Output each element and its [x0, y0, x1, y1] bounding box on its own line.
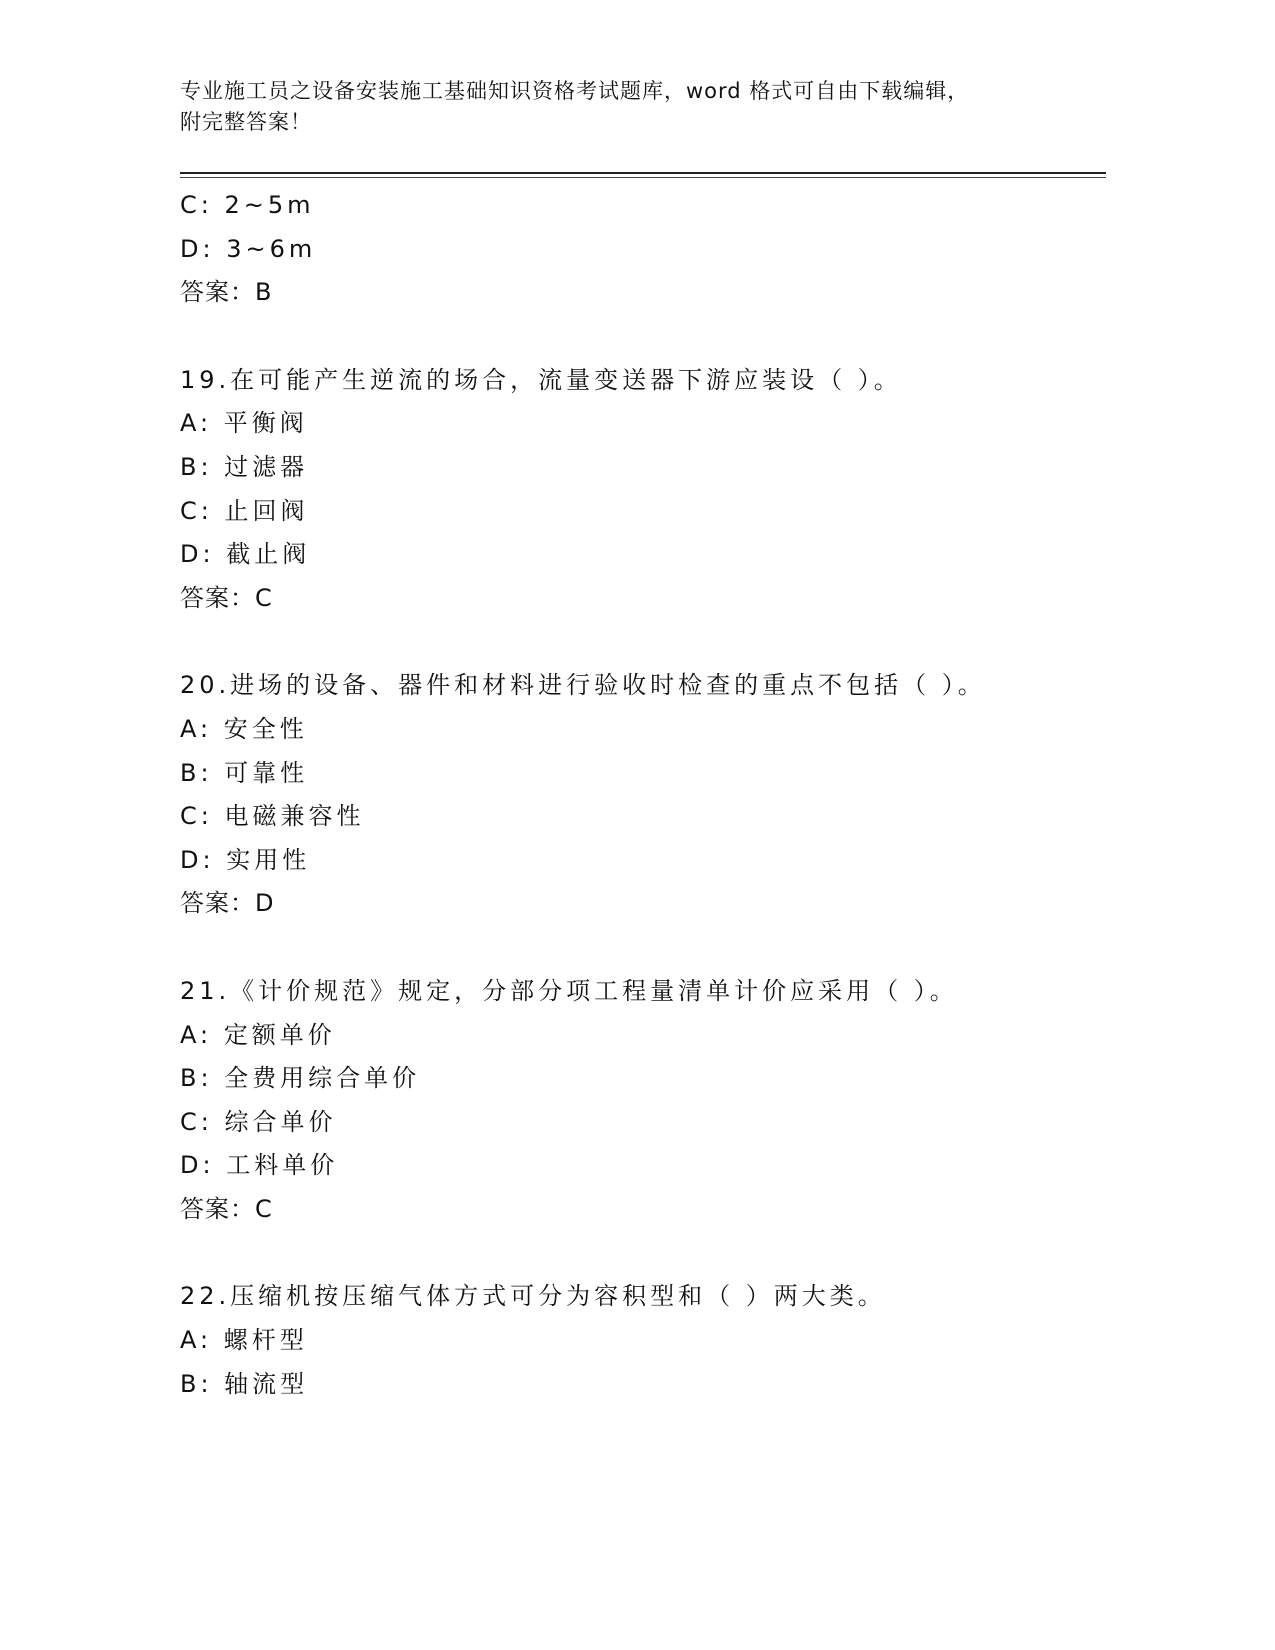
answer-key: 答案：D	[180, 889, 275, 918]
answer-option: C: 2~5m	[180, 191, 315, 219]
answer-option: A: 平衡阀	[180, 409, 308, 438]
question-text: 22.压缩机按压缩气体方式可分为容积型和（ ）两大类。	[180, 1282, 886, 1311]
answer-key: 答案：C	[180, 1194, 273, 1223]
answer-option: A: 安全性	[180, 714, 308, 743]
question-text: 19.在可能产生逆流的场合，流量变送器下游应装设（ ）。	[180, 365, 902, 394]
answer-option: D: 截止阀	[180, 540, 311, 569]
answer-option: B: 轴流型	[180, 1369, 309, 1398]
answer-option: D: 工料单价	[180, 1151, 339, 1180]
spacer	[180, 315, 1100, 359]
header-divider-thin	[180, 177, 1106, 178]
header-line-2: 附完整答案！	[180, 110, 312, 134]
answer-option: C: 综合单价	[180, 1107, 337, 1136]
answer-key: 答案：C	[180, 583, 273, 612]
header-line-1: 专业施工员之设备安装施工基础知识资格考试题库，word 格式可自由下载编辑，	[180, 79, 970, 103]
answer-option: B: 全费用综合单价	[180, 1064, 421, 1093]
question-list	[180, 184, 1100, 1406]
spacer	[180, 620, 1100, 664]
spacer	[180, 926, 1100, 970]
spacer	[180, 1231, 1100, 1275]
question-text: 21.《计价规范》规定，分部分项工程量清单计价应采用（ ）。	[180, 976, 958, 1005]
answer-key: 答案：B	[180, 278, 273, 307]
answer-option: D: 3~6m	[180, 234, 317, 263]
answer-option: C: 电磁兼容性	[180, 802, 365, 831]
answer-option: D: 实用性	[180, 845, 311, 874]
document-header	[180, 76, 1060, 138]
answer-option: A: 定额单价	[180, 1020, 336, 1049]
answer-option: B: 可靠性	[180, 758, 309, 787]
answer-option: C: 止回阀	[180, 496, 309, 525]
answer-option: B: 过滤器	[180, 452, 309, 481]
question-text: 20.进场的设备、器件和材料进行验收时检查的重点不包括（ ）。	[180, 671, 986, 700]
header-divider-thick	[180, 172, 1106, 174]
answer-option: A: 螺杆型	[180, 1326, 308, 1355]
